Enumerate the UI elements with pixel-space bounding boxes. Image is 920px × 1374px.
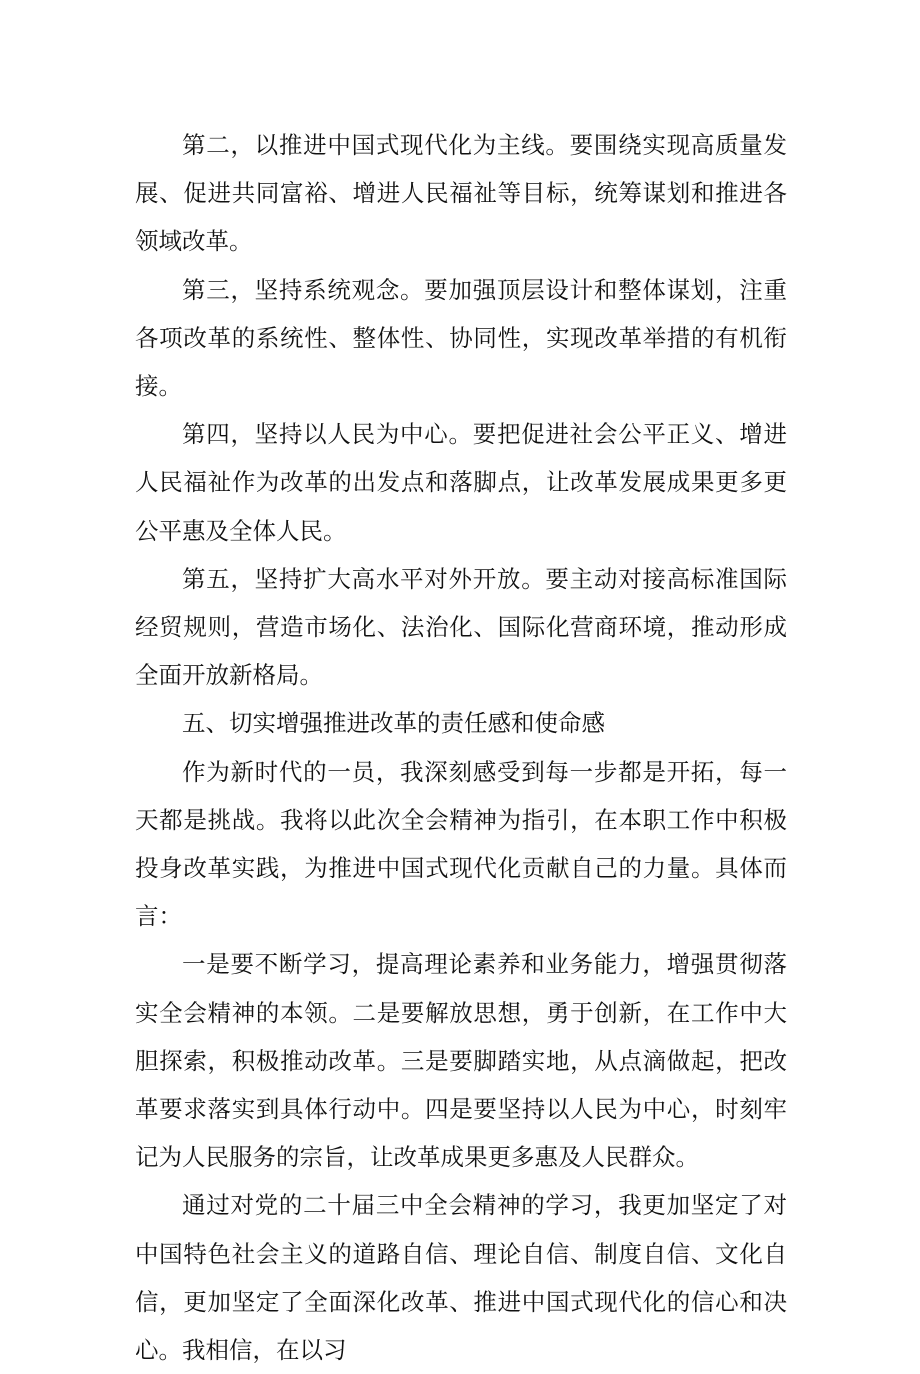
paragraph-third-principle: 第三，坚持系统观念。要加强顶层设计和整体谋划，注重各项改革的系统性、整体性、协同性，实现改革举措的有机衔接。 (135, 275, 787, 401)
paragraph-second-principle: 第二，以推进中国式现代化为主线。要围绕实现高质量发展、促进共同富裕、增进人民福祉等目标，统筹谋划和推进各领域改革。 (135, 131, 787, 256)
document-body (135, 121, 787, 1374)
paragraph-conclusion: 通过对党的二十届三中全会精神的学习，我更加坚定了对中国特色社会主义的道路自信、理论自信、制度自信、文化自信，更加坚定了全面深化改革、推进中国式现代化的信心和决心。我相信，在以习 (135, 1191, 787, 1365)
section-heading: 五、切实增强推进改革的责任感和使命感 (182, 709, 605, 738)
paragraph-fourth-principle: 第四，坚持以人民为中心。要把促进社会公平正义、增进人民福祉作为改革的出发点和落脚点，让改革发展成果更多更公平惠及全体人民。 (135, 420, 787, 545)
paragraph-personal-commitment: 作为新时代的一员，我深刻感受到每一步都是开拓，每一天都是挑战。我将以此次全会精神为指引，在本职工作中积极投身改革实践，为推进中国式现代化贡献自己的力量。具体而言： (135, 757, 787, 931)
paragraph-action-items: 一是要不断学习，提高理论素养和业务能力，增强贯彻落实全会精神的本领。二是要解放思想，勇于创新，在工作中大胆探索，积极推动改革。三是要脚踏实地，从点滴做起，把改革要求落实到具体行动中。四是要坚持以人民为中心，时刻牢记为人民服务的宗旨，让改革成果更多惠及人民群众。 (135, 950, 787, 1172)
paragraph-fifth-principle: 第五，坚持扩大高水平对外开放。要主动对接高标准国际经贸规则，营造市场化、法治化、国际化营商环境，推动形成全面开放新格局。 (135, 564, 787, 690)
